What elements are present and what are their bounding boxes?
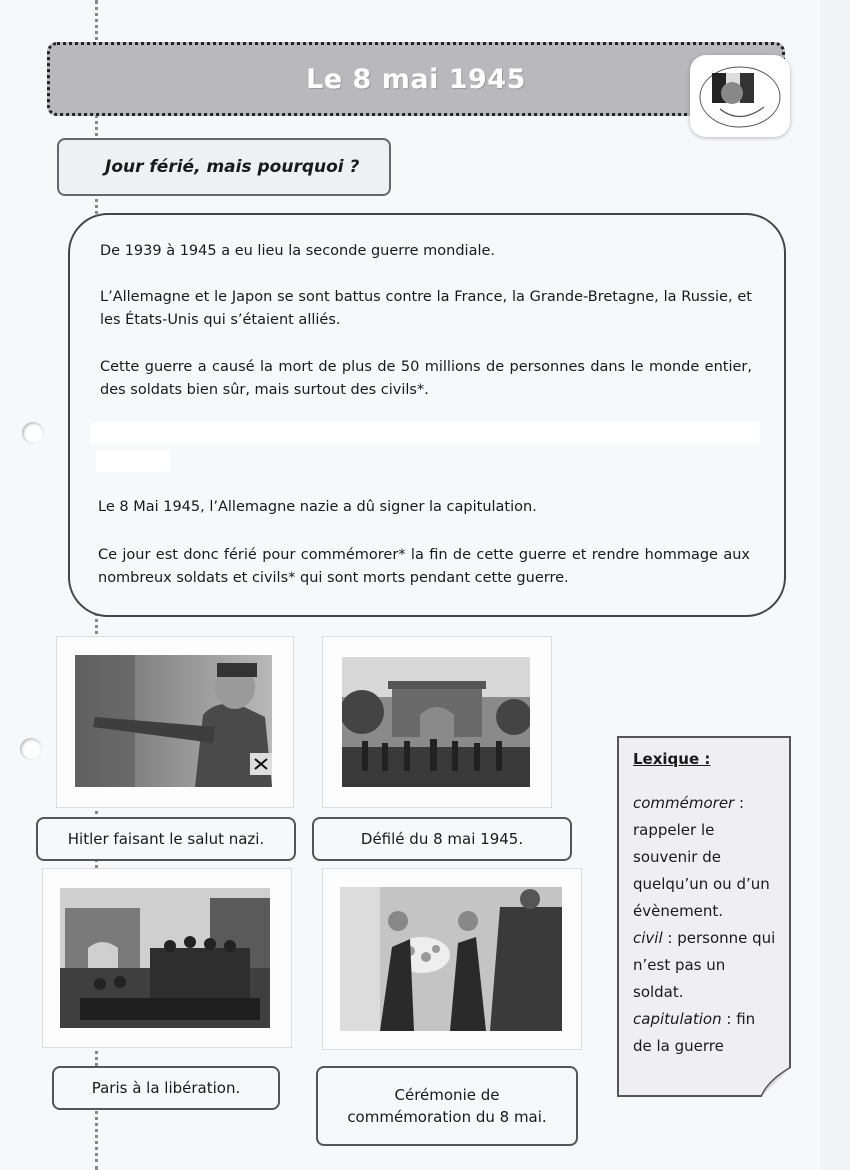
page-title: Le 8 mai 1945	[306, 63, 526, 95]
caption-ceremony	[316, 1066, 578, 1146]
lexique-term1-sep: :	[734, 794, 745, 812]
caption-ceremony-line1: Cérémonie de	[394, 1086, 500, 1104]
paragraph-2: L’Allemagne et le Japon se sont battus contre la France, la Grande-Bretagne, la Russie, et les États-Unis qui s’étaient alliés.	[100, 289, 752, 328]
lexique-def1-line1: rappeler le	[633, 821, 715, 839]
ceremony-photo	[340, 887, 562, 1031]
caption-parade-text: Défilé du 8 mai 1945.	[360, 830, 524, 848]
lexique-term1: commémorer	[633, 794, 735, 812]
lexique-box	[617, 736, 791, 1097]
parade-photo	[342, 657, 530, 787]
lexique-term3-line	[633, 1006, 755, 1033]
caption-liberation-text: Paris à la libération.	[91, 1079, 241, 1097]
lexique-term1-line	[633, 790, 744, 817]
lexique-def3-start: : fin	[721, 1010, 756, 1028]
lexique-def2-line3: soldat.	[633, 983, 684, 1001]
erased-line	[90, 422, 760, 444]
caption-liberation	[52, 1066, 280, 1110]
hitler-salute-photo	[75, 655, 272, 787]
liberation-photo	[60, 888, 270, 1028]
lexique-def3-line2: de la guerre	[633, 1037, 724, 1055]
caption-hitler	[36, 817, 296, 861]
lexique-term2-line	[633, 925, 775, 952]
punch-hole-bottom	[20, 738, 42, 760]
caption-ceremony-line2: commémoration du 8 mai.	[347, 1108, 547, 1126]
lexique-def2-start: : personne qui	[662, 929, 776, 947]
page-fold-icon	[761, 1067, 791, 1097]
paragraph-1: De 1939 à 1945 a eu lieu la seconde guerre mondiale.	[100, 243, 496, 259]
caption-hitler-text: Hitler faisant le salut nazi.	[67, 830, 265, 848]
paragraph-4: Le 8 Mai 1945, l’Allemagne nazie a dû signer la capitulation.	[98, 499, 537, 515]
title-banner	[47, 42, 785, 116]
erased-line-2	[96, 450, 170, 472]
subtitle-box	[57, 138, 391, 196]
lexique-term2: civil	[633, 929, 663, 947]
caption-parade	[312, 817, 572, 861]
lexique-def2-line2: n’est pas un	[633, 956, 726, 974]
punch-hole-top	[22, 422, 44, 444]
lexique-term3: capitulation	[633, 1010, 722, 1028]
lexique-def1-line2: souvenir de	[633, 848, 721, 866]
subtitle-text: Jour férié, mais pourquoi ?	[105, 157, 360, 177]
lexique-title: Lexique :	[633, 750, 711, 768]
paragraph-3: Cette guerre a causé la mort de plus de 50 millions de personnes dans le monde entier, des soldats bien sûr, mais surtout des civils*.	[100, 359, 752, 398]
flag-logo-icon	[690, 55, 790, 137]
lexique-def1-line3: quelqu’un ou d’un	[633, 875, 770, 893]
paragraph-5: Ce jour est donc férié pour commémorer* la fin de cette guerre et rendre hommage aux nombreux soldats et civils* qui sont morts pendant cette guerre.	[98, 547, 750, 586]
lexique-def1-line4: évènement.	[633, 902, 724, 920]
